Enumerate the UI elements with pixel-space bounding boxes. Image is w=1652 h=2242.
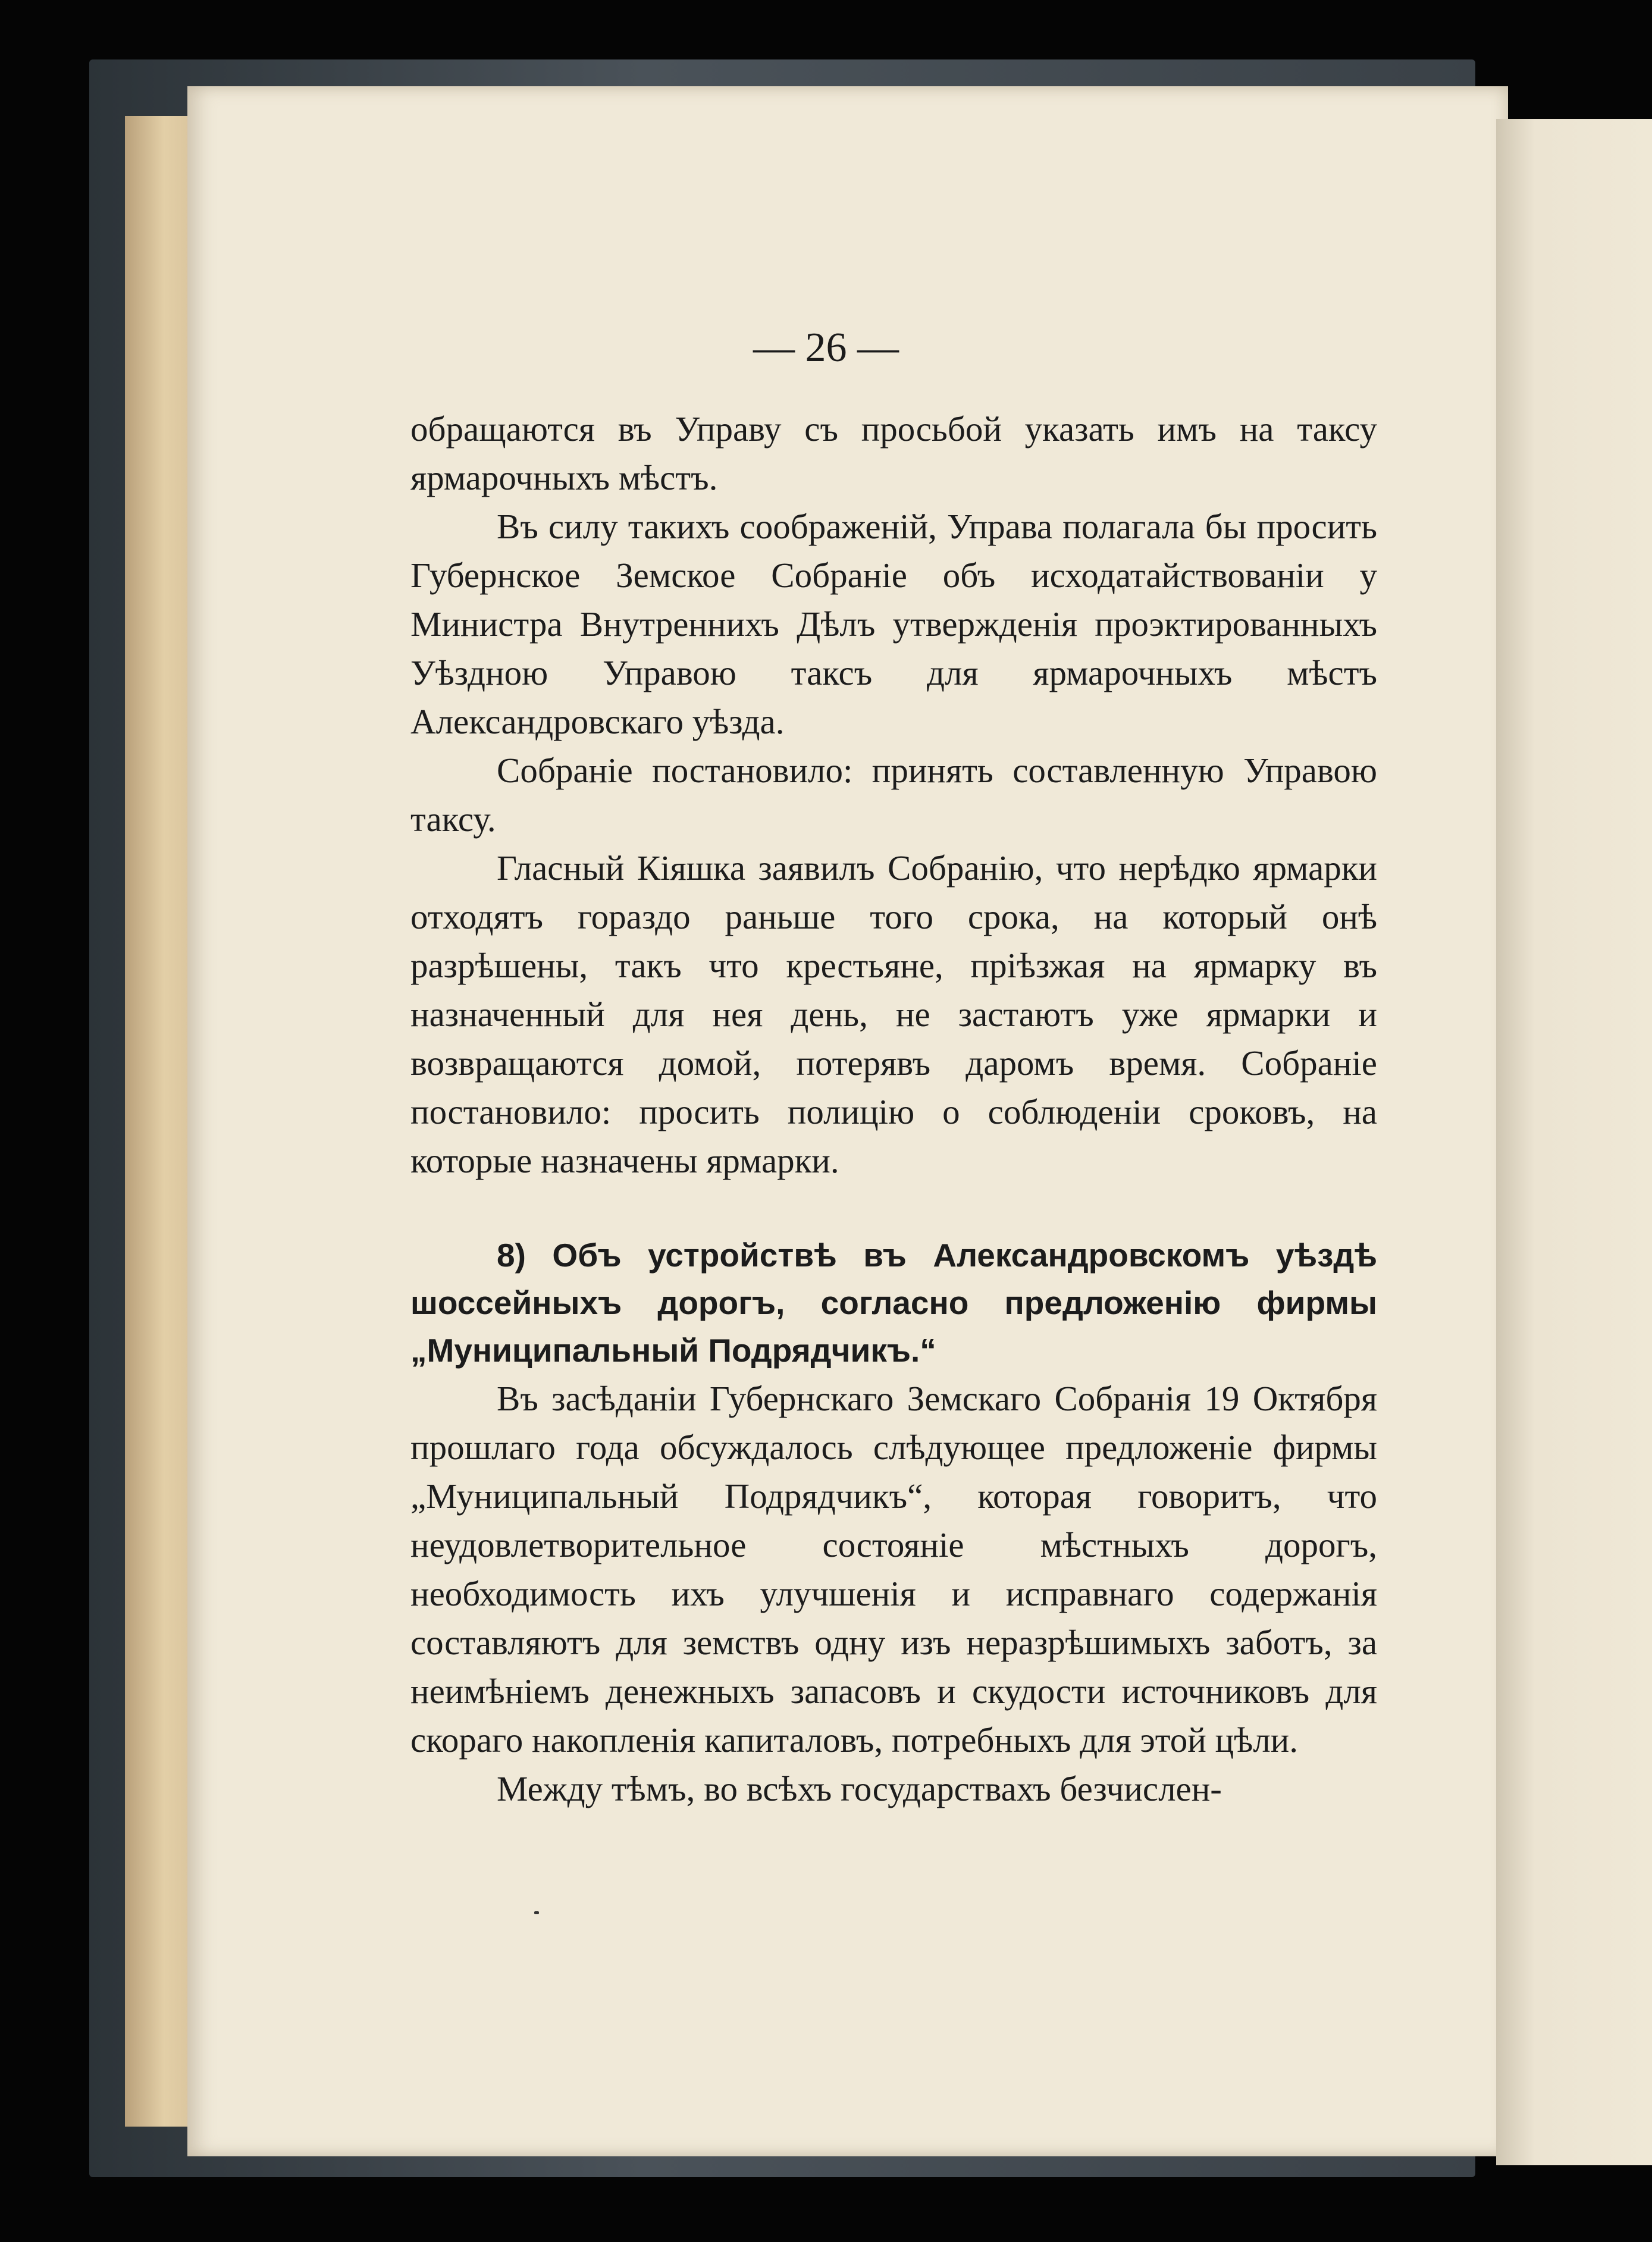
page-number: — 26 — xyxy=(753,325,899,371)
paragraph: Собраніе постановило: принять составленную Управою таксу. xyxy=(410,751,1377,839)
page-edges xyxy=(125,116,196,2127)
paragraph: Въ силу такихъ соображеній, Управа полагала бы просить Губернское Земское Собраніе объ исходатайствованіи у Министра Внутреннихъ Дѣлъ утвержденія проэктированныхъ Уѣздною Управою таксъ для ярмарочныхъ мѣстъ Александровскаго уѣзда. xyxy=(410,507,1377,741)
print-speck xyxy=(534,1911,539,1914)
paragraph: Между тѣмъ, во всѣхъ государствахъ безчислен- xyxy=(497,1769,1222,1808)
facing-page-edge xyxy=(1496,119,1652,2165)
paragraph-continuation: обращаются въ Управу съ просьбой указать имъ на таксу ярмарочныхъ мѣстъ. xyxy=(410,409,1377,497)
page-text xyxy=(410,404,1377,1813)
paragraph: Гласный Кіяшка заявилъ Собранію, что нерѣдко ярмарки отходятъ гораздо раньше того срока, на который онѣ разрѣшены, такъ что крестьяне, пріѣзжая на ярмарку въ назначенный для нея день, не застаютъ уже ярмарки и возвращаются домой, потерявъ даромъ время. Собраніе постановило: просить полицію о соблюденіи сроковъ, на которые назначены ярмарки. xyxy=(410,848,1377,1180)
paragraph: Въ засѣданіи Губернскаго Земскаго Собранія 19 Октября прошлаго года обсуждалось слѣдующее предложеніе фирмы „Муниципальный Подрядчикъ“, которая говоритъ, что неудовлетворительное состояніе мѣстныхъ дорогъ, необходимость ихъ улучшенія и исправнаго содержанія составляютъ для земствъ одну изъ неразрѣшимыхъ заботъ, за неимѣніемъ денежныхъ запасовъ и скудости источниковъ для скораго накопленія капиталовъ, потребныхъ для этой цѣли. xyxy=(410,1379,1377,1760)
section-heading: 8) Объ устройствѣ въ Александровскомъ уѣздѣ шоссейныхъ дорогъ, согласно предложенію фирмы „Муниципальный Подрядчикъ.“ xyxy=(410,1237,1377,1369)
